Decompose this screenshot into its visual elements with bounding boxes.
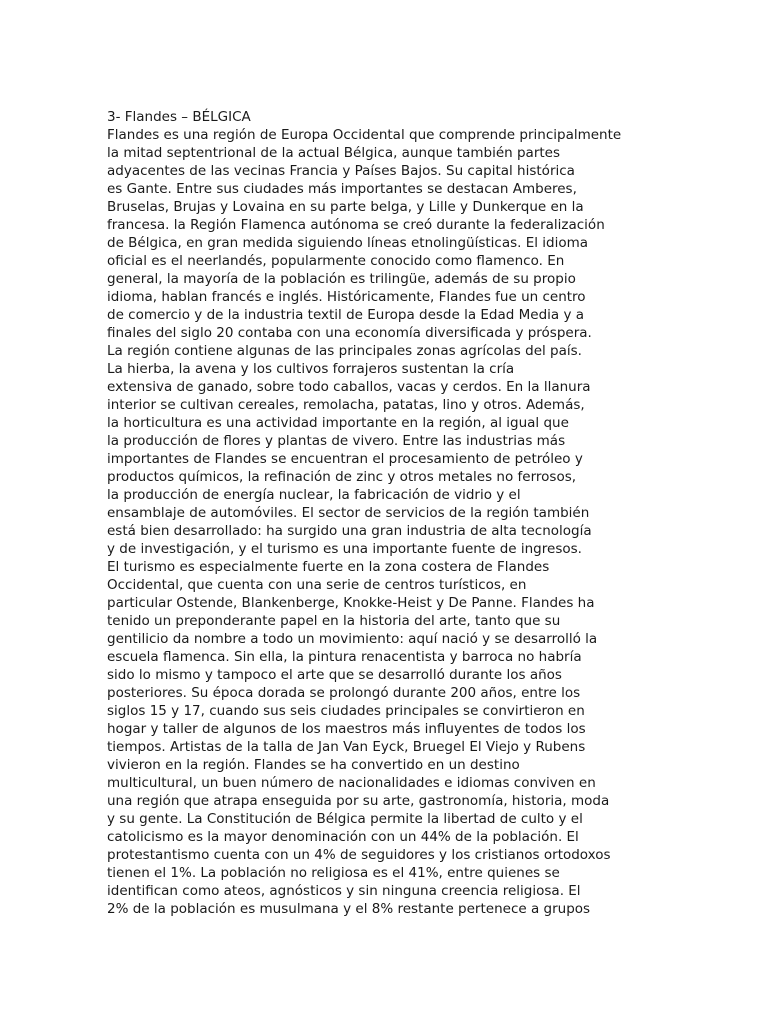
text-line: extensiva de ganado, sobre todo caballos, vacas y cerdos. En la llanura [107,379,591,395]
text-line: vivieron en la región. Flandes se ha convertido en un destino [107,757,520,773]
text-line: gentilicio da nombre a todo un movimiento: aquí nació y se desarrolló la [107,631,598,647]
text-line: Bruselas, Brujas y Lovaina en su parte belga, y Lille y Dunkerque en la [107,199,584,215]
text-line: importantes de Flandes se encuentran el procesamiento de petróleo y [107,451,583,467]
text-line: francesa. la Región Flamenca autónoma se creó durante la federalización [107,217,605,233]
text-line: es Gante. Entre sus ciudades más importantes se destacan Amberes, [107,181,577,197]
text-line: siglos 15 y 17, cuando sus seis ciudades principales se convirtieron en [107,703,585,719]
text-line: El turismo es especialmente fuerte en la zona costera de Flandes [107,559,550,575]
text-line: particular Ostende, Blankenberge, Knokke-Heist y De Panne. Flandes ha [107,595,595,611]
text-line: protestantismo cuenta con un 4% de seguidores y los cristianos ortodoxos [107,847,611,863]
text-line: la producción de flores y plantas de vivero. Entre las industrias más [107,433,566,449]
text-line: y de investigación, y el turismo es una importante fuente de ingresos. [107,541,582,557]
text-line: Occidental, que cuenta con una serie de centros turísticos, en [107,577,527,593]
text-line: productos químicos, la refinación de zinc y otros metales no ferrosos, [107,469,577,485]
text-line: catolicismo es la mayor denominación con un 44% de la población. El [107,829,579,845]
text-line: posteriores. Su época dorada se prolongó durante 200 años, entre los [107,685,581,701]
text-line: interior se cultivan cereales, remolacha, patatas, lino y otros. Además, [107,397,585,413]
text-line: tienen el 1%. La población no religiosa es el 41%, entre quienes se [107,865,560,881]
document-paragraph [107,126,647,918]
text-line: sido lo mismo y tampoco el arte que se desarrolló durante los años [107,667,562,683]
text-line: de Bélgica, en gran medida siguiendo líneas etnolingüísticas. El idioma [107,235,589,251]
text-line: oficial es el neerlandés, popularmente conocido como flamenco. En [107,253,565,269]
text-line: La hierba, la avena y los cultivos forrajeros sustentan la cría [107,361,515,377]
text-line: y su gente. La Constitución de Bélgica permite la libertad de culto y el [107,811,583,827]
text-line: la horticultura es una actividad importante en la región, al igual que [107,415,569,431]
text-line: tiempos. Artistas de la talla de Jan Van Eyck, Bruegel El Viejo y Rubens [107,739,586,755]
document-heading: 3- Flandes – BÉLGICA [107,109,251,125]
text-line: está bien desarrollado: ha surgido una gran industria de alta tecnología [107,523,592,539]
text-line: tenido un preponderante papel en la historia del arte, tanto que su [107,613,561,629]
text-line: ensamblaje de automóviles. El sector de servicios de la región también [107,505,590,521]
text-line: La región contiene algunas de las principales zonas agrícolas del país. [107,343,582,359]
text-line: una región que atrapa enseguida por su arte, gastronomía, historia, moda [107,793,610,809]
text-line: general, la mayoría de la población es trilingüe, además de su propio [107,271,576,287]
text-line: finales del siglo 20 contaba con una economía diversificada y próspera. [107,325,592,341]
text-line: la producción de energía nuclear, la fabricación de vidrio y el [107,487,521,503]
text-line: de comercio y de la industria textil de Europa desde la Edad Media y a [107,307,585,323]
text-line: adyacentes de las vecinas Francia y Países Bajos. Su capital histórica [107,163,575,179]
text-line: idioma, hablan francés e inglés. Históricamente, Flandes fue un centro [107,289,586,305]
text-line: la mitad septentrional de la actual Bélgica, aunque también partes [107,145,561,161]
text-line: 2% de la población es musulmana y el 8% restante pertenece a grupos [107,901,591,917]
text-line: escuela flamenca. Sin ella, la pintura renacentista y barroca no habría [107,649,582,665]
text-line: identifican como ateos, agnósticos y sin ninguna creencia religiosa. El [107,883,581,899]
text-line: multicultural, un buen número de nacionalidades e idiomas conviven en [107,775,596,791]
text-line: Flandes es una región de Europa Occidental que comprende principalmente [107,127,622,143]
text-line: hogar y taller de algunos de los maestros más influyentes de todos los [107,721,586,737]
document-body [107,108,647,918]
